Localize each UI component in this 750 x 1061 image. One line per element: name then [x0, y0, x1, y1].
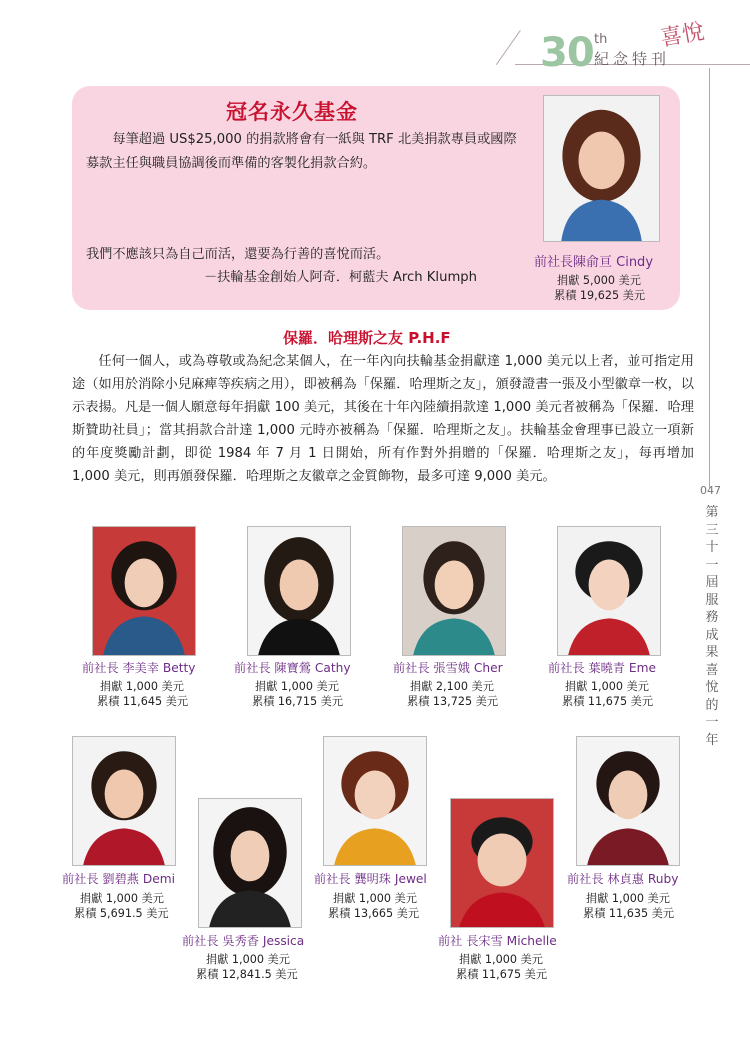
featured-total: 累積 19,625 美元 [554, 289, 646, 302]
anniversary-subtitle: 紀念特刊 [594, 50, 671, 68]
member-total: 累積 13,725 美元 [407, 695, 499, 708]
portrait-cher [402, 526, 506, 656]
featured-donation: 捐獻 5,000 美元 [557, 274, 641, 287]
phf-paragraph: 任何一個人，或為尊敬或為紀念某個人，在一年內向扶輪基金捐獻達 1,000 美元以上者，並可指定用途（如用於消除小兒麻痺等疾病之用），即被稱為「保羅．哈理斯之友」，頒發證書一張及小型徽章一枚，以示表揚。凡是一個人願意每年捐獻 100 美元，其後在十年內陸續捐款達 1,000 美元者被稱為「保羅．哈理斯贊助社員」；當其捐款合計達 1,000 元時亦被稱為「保羅．哈理斯之友」。扶輪基金會理事已設立一項新的年度獎勵計劃，即從 1984 年 7 月 1 日開始，所有作對外捐贈的「保羅．哈理斯之友」，每再增加 1,000 美元，則再頒發保羅．哈理斯之友徽章之金質飾物，最多可達 9,000 美元。 [72, 354, 694, 484]
phf-body [72, 350, 694, 488]
klumph-quote: 我們不應該只為自己而活，還要為行善的喜悅而活。 [86, 247, 390, 262]
member-donation: 捐獻 2,100 美元 [410, 680, 494, 693]
anniversary-number: 30 [540, 30, 594, 76]
member-total: 累積 11,675 美元 [456, 968, 548, 981]
member-name: 前社長 龔明珠 Jewel [314, 872, 427, 886]
phf-title: 保羅．哈理斯之友 P.H.F [283, 329, 451, 347]
member-name: 前社長 葉曉青 Eme [548, 661, 656, 675]
member-donation: 捐獻 1,000 美元 [100, 680, 184, 693]
portrait-cathy [247, 526, 351, 656]
featured-name: 前社長陳俞亘 Cindy [534, 255, 654, 270]
portrait-ruby [576, 736, 680, 866]
member-donation: 捐獻 1,000 美元 [80, 892, 164, 905]
member-name: 前社長 陳寶鶯 Cathy [234, 661, 351, 675]
portrait-eme [557, 526, 661, 656]
joy-logo: 喜悅 [658, 19, 707, 52]
member-total: 累積 11,635 美元 [583, 907, 675, 920]
member-donation: 捐獻 1,000 美元 [459, 953, 543, 966]
member-name: 前社長 吳秀香 Jessica [182, 934, 305, 948]
member-name: 前社長 張雪娥 Cher [393, 661, 503, 675]
member-donation: 捐獻 1,000 美元 [255, 680, 339, 693]
portrait-michelle [450, 798, 554, 928]
member-total: 累積 5,691.5 美元 [74, 907, 169, 920]
vertical-caption: 第三十一屆服務成果喜悅的一年 [705, 505, 719, 748]
member-name: 前社長 李美幸 Betty [82, 661, 196, 675]
member-name: 前社 長宋雪 Michelle [438, 934, 557, 948]
member-donation: 捐獻 1,000 美元 [333, 892, 417, 905]
member-total: 累積 12,841.5 美元 [196, 968, 298, 981]
member-donation: 捐獻 1,000 美元 [586, 892, 670, 905]
portrait-betty [92, 526, 196, 656]
member-donation: 捐獻 1,000 美元 [565, 680, 649, 693]
member-total: 累積 11,645 美元 [97, 695, 189, 708]
portrait-jessica [198, 798, 302, 928]
member-total: 累積 13,665 美元 [328, 907, 420, 920]
member-total: 累積 16,715 美元 [252, 695, 344, 708]
portrait-jewel [323, 736, 427, 866]
header-rule-slash [496, 30, 521, 65]
member-name: 前社長 劉碧燕 Demi [62, 872, 176, 886]
side-rule [709, 68, 710, 488]
member-name: 前社長 林貞惠 Ruby [567, 872, 679, 886]
page-number: 047 [700, 484, 721, 497]
panel-title: 冠名永久基金 [226, 99, 358, 124]
featured-portrait [543, 95, 660, 242]
panel-text: 每筆超過 US$25,000 的捐款將會有一紙與 TRF 北美捐款專員或國際募款主任與職員協調後而準備的客製化捐款合約。 [86, 132, 517, 171]
quote-source: －扶輪基金創始人阿奇．柯藍夫 Arch Klumph [204, 270, 478, 285]
member-donation: 捐獻 1,000 美元 [206, 953, 290, 966]
member-total: 累積 11,675 美元 [562, 695, 654, 708]
anniversary-suffix: th [594, 32, 608, 47]
portrait-demi [72, 736, 176, 866]
